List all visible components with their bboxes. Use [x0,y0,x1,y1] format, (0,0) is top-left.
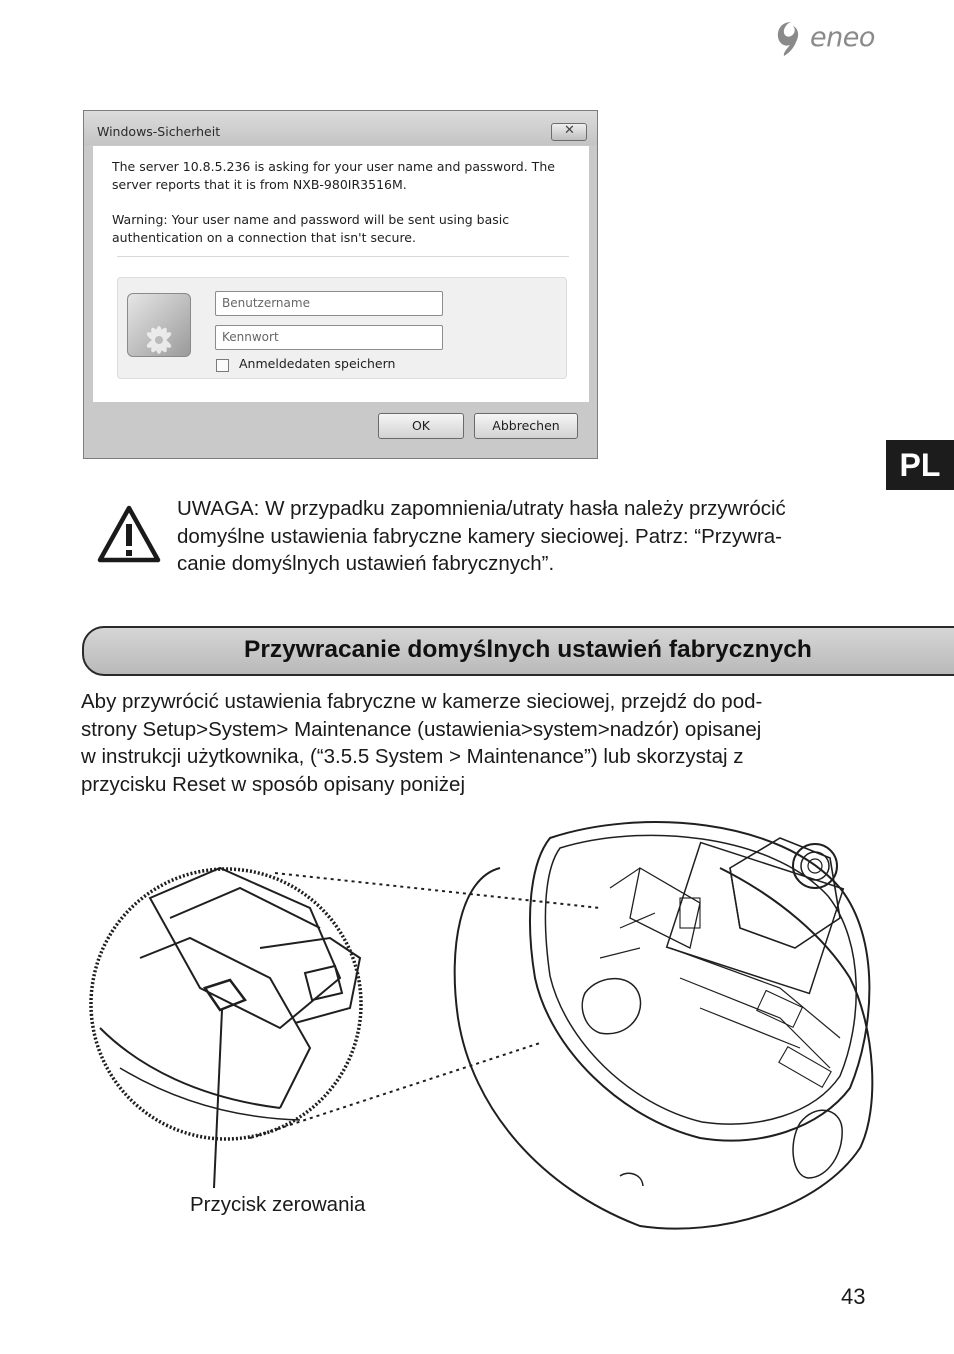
magnified-detail [91,868,361,1139]
camera-reset-illustration [80,808,880,1238]
connector-line [250,1043,540,1138]
body-line: Aby przywrócić ustawienia fabryczne w kamerze sieciowej, przejdź do pod- [81,690,763,713]
body-line: w instrukcji użytkownika, (“3.5.5 System > Maintenance”) lub skorzystaj z [81,745,744,768]
ok-button[interactable]: OK [378,413,464,439]
password-placeholder: Kennwort [222,330,279,344]
dialog-message [112,158,562,194]
language-tab: PL [886,440,954,490]
remember-credentials-checkbox[interactable] [216,359,229,372]
body-line: strony Setup>System> Maintenance (ustawienia>system>nadzór) opisanej [81,717,762,741]
brand-logo [774,18,884,58]
warning-note [177,495,877,578]
warning-line: canie domyślnych ustawień fabrycznych”. [177,552,555,575]
warning-triangle-icon [96,504,162,564]
callout-label: Przycisk zerowania [190,1193,366,1216]
logo-text: eneo [810,22,875,53]
remember-credentials-label: Anmeldedaten speichern [239,356,396,371]
dialog-warning [112,211,562,247]
divider [117,256,569,257]
cancel-button[interactable]: Abbrechen [474,413,578,439]
user-tile-image [127,293,191,357]
camera-side-latch [582,979,640,1034]
dialog-titlebar [84,111,597,145]
flower-icon [128,294,190,356]
warning-line: UWAGA: W przypadku zapomnienia/utraty hasła należy przywrócić [177,497,786,520]
page-number: 43 [841,1284,866,1309]
dialog-body [93,146,589,402]
dialog-message-line: server reports that it is from NXB-980IR3516M. [112,177,407,192]
warning-line: domyślne ustawienia fabryczne kamery sieciowej. Patrz: “Przywra- [177,524,782,548]
camera-dome-rim [530,822,869,1140]
username-input[interactable] [215,291,443,316]
dialog-close-button[interactable] [551,123,587,141]
logo-swirl-icon [774,20,808,58]
username-placeholder: Benutzername [222,296,310,310]
login-dialog-screenshot [83,110,598,459]
dialog-warning-line: Warning: Your user name and password will be sent using basic [112,212,510,227]
close-icon: ✕ [564,123,575,138]
password-input[interactable] [215,325,443,350]
dialog-warning-line: authentication on a connection that isn't secure. [112,230,416,245]
section-header [82,626,954,676]
dialog-title: Windows-Sicherheit [97,124,221,139]
credential-panel [117,277,567,379]
callout-pointer [214,1010,222,1188]
body-paragraph [81,688,881,798]
reset-button [205,980,245,1010]
dialog-message-line: The server 10.8.5.236 is asking for your user name and password. The [112,159,555,174]
camera-board [667,843,844,994]
body-line: przycisku Reset w sposób opisany poniżej [81,772,465,796]
connector-line [275,873,600,908]
camera-side-latch [793,1110,842,1178]
section-title: Przywracanie domyślnych ustawień fabrycznych [244,636,812,663]
